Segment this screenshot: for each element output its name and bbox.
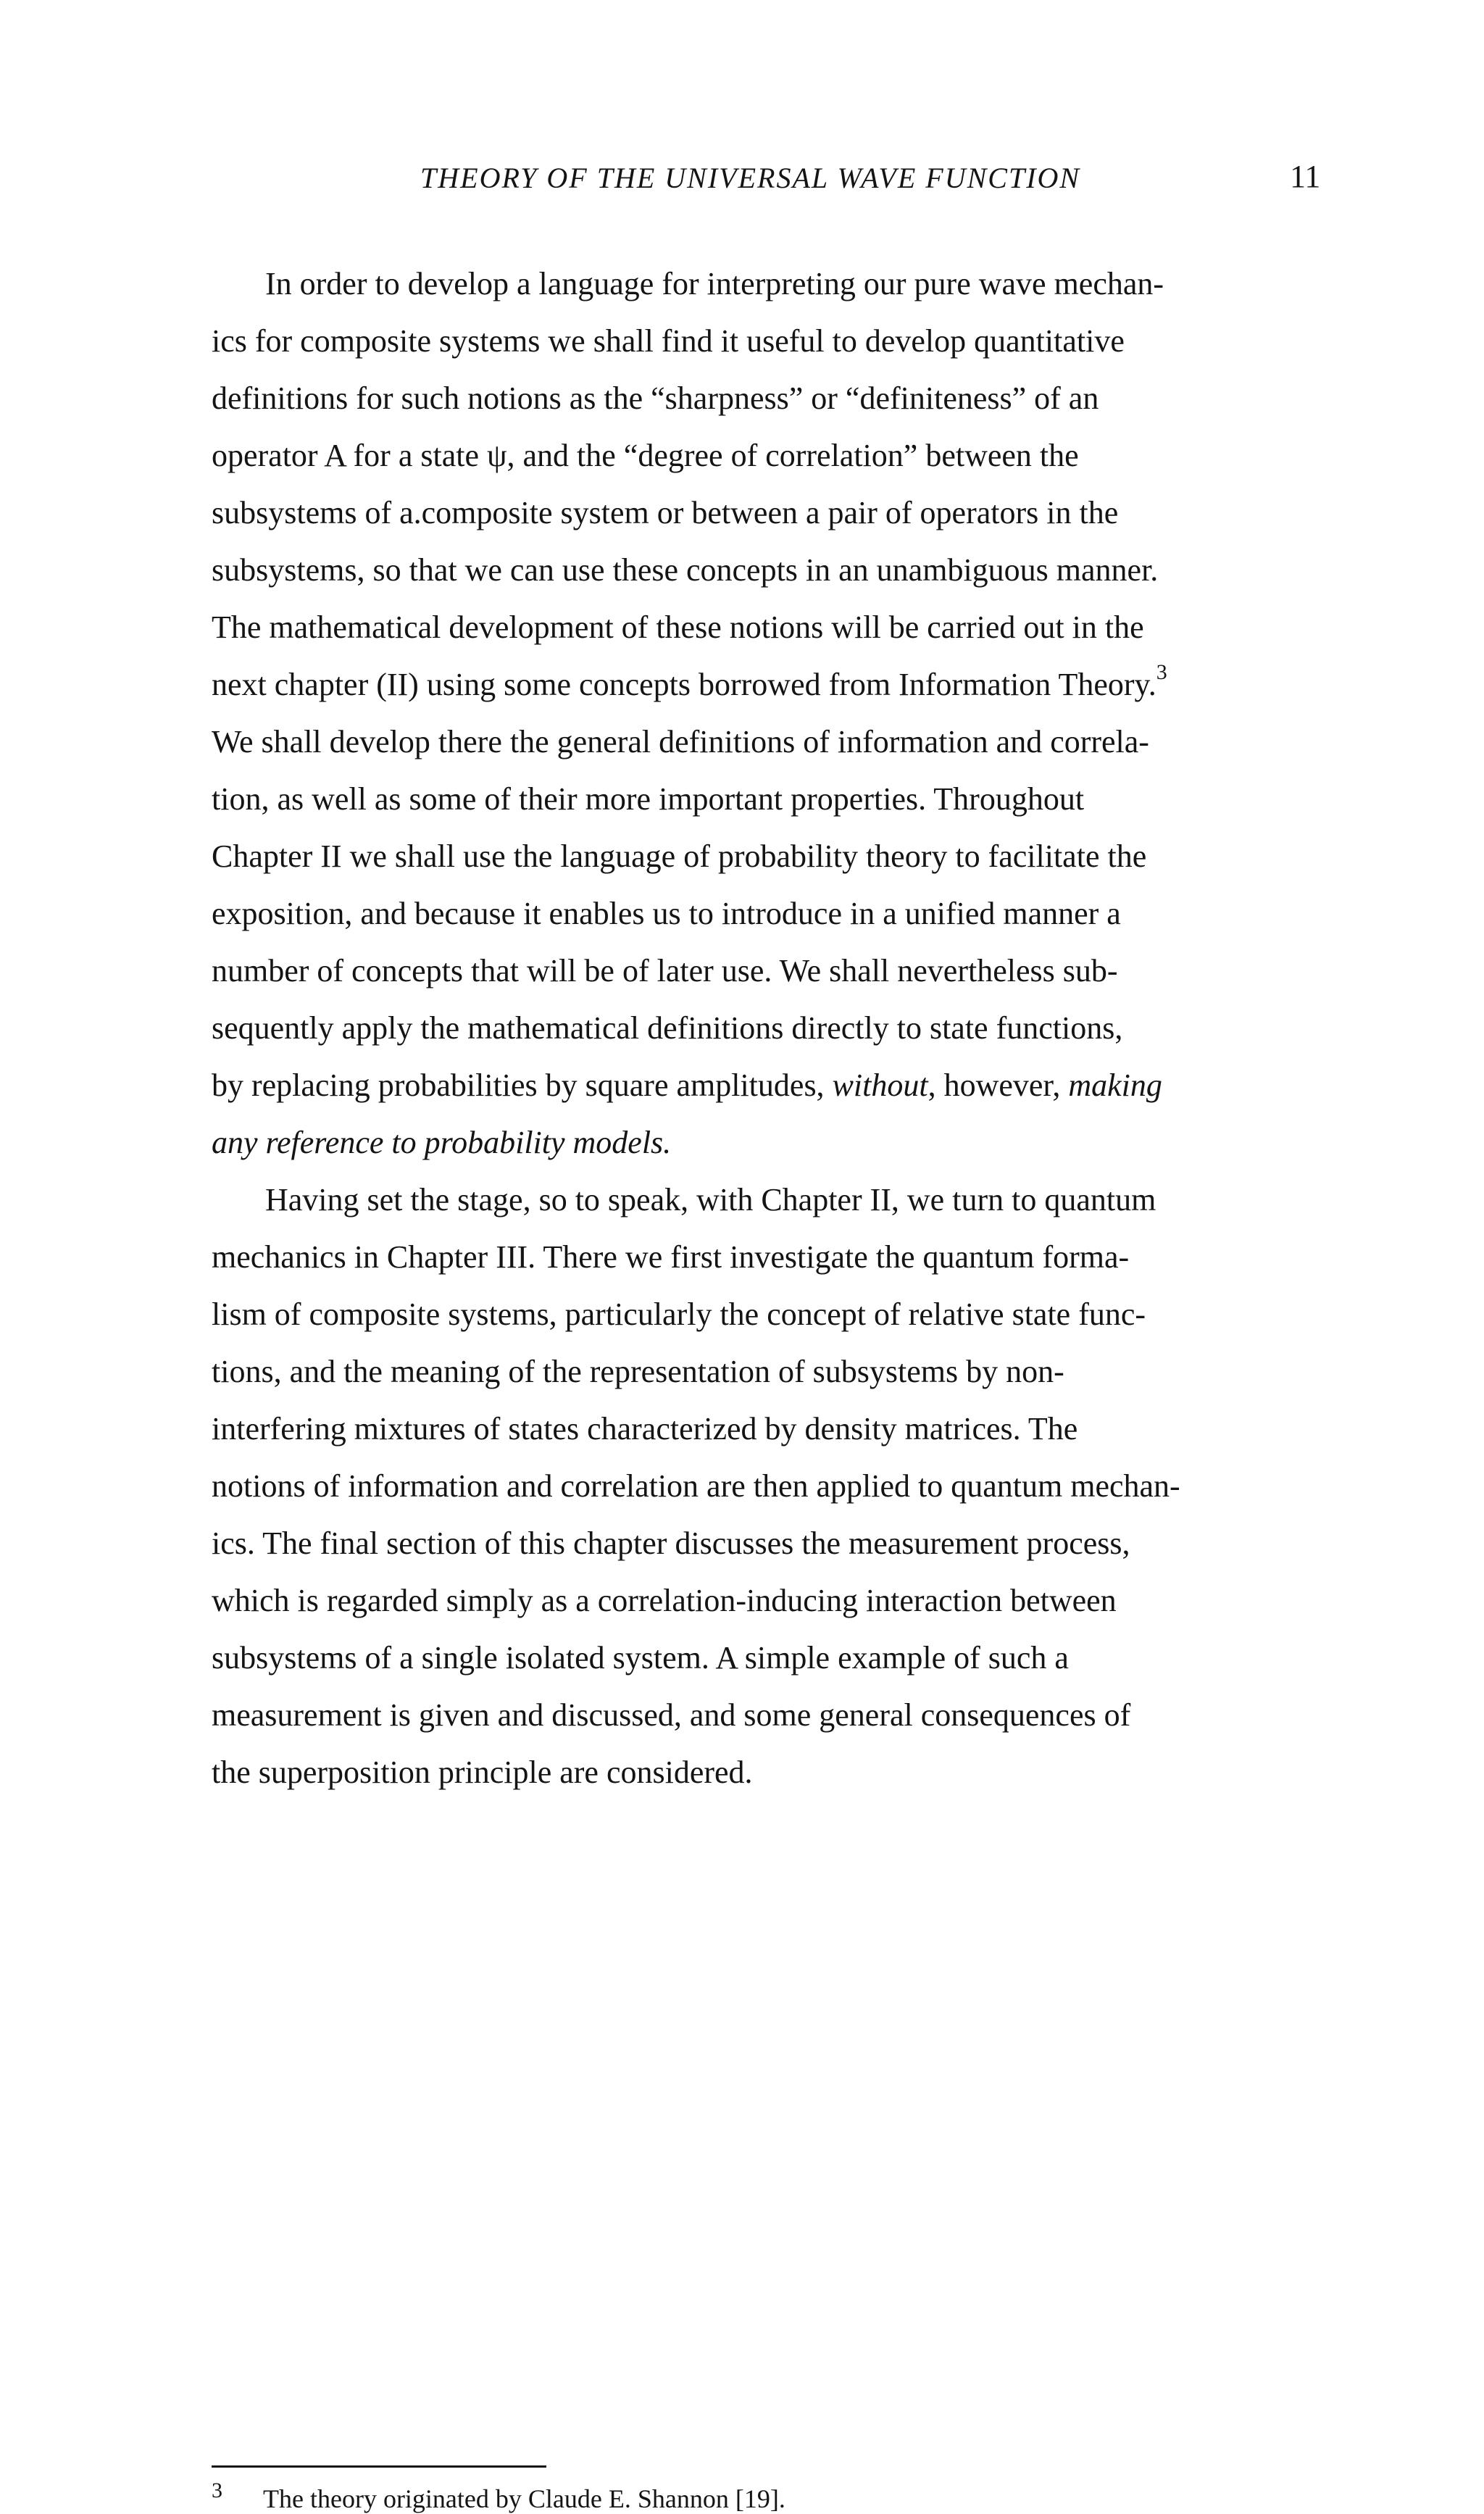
text-line: notions of information and correlation are then applied to quantum mechan- (212, 1468, 1180, 1504)
text-line: subsystems of a.composite system or between a pair of operators in the (212, 495, 1119, 530)
text-line: measurement is given and discussed, and some general consequences of (212, 1697, 1131, 1733)
text-segment: by replacing probabilities by square amplitudes, (212, 1067, 833, 1103)
running-head: THEORY OF THE UNIVERSAL WAVE FUNCTION (420, 162, 1081, 194)
text-line-content: next chapter (II) using some concepts borrowed from Information Theory. (212, 667, 1156, 702)
text-line (212, 1114, 1412, 1171)
text-line: subsystems, so that we can use these concepts in an unambiguous manner. (212, 552, 1159, 588)
text-line: ics for composite systems we shall find it useful to develop quantitative (212, 323, 1125, 359)
footnote-marker: 3 (212, 2478, 222, 2502)
text-line: interfering mixtures of states characterized by density matrices. The (212, 1411, 1078, 1447)
text-segment: , however, (928, 1067, 1069, 1103)
text-line: exposition, and because it enables us to introduce in a unified manner a (212, 896, 1121, 931)
text-line: lism of composite systems, particularly the concept of relative state func- (212, 1296, 1146, 1332)
text-line: number of concepts that will be of later use. We shall nevertheless sub- (212, 953, 1118, 988)
text-line: ics. The final section of this chapter discusses the measurement process, (212, 1526, 1130, 1561)
footnote-reference[interactable]: 3 (1156, 660, 1167, 684)
text-line: the superposition principle are considered. (212, 1755, 753, 1790)
text-line: Chapter II we shall use the language of probability theory to facilitate the (212, 838, 1147, 874)
text-line: In order to develop a language for interpreting our pure wave mechan- (265, 266, 1164, 301)
emphasis-text: without (832, 1067, 928, 1103)
text-line: tions, and the meaning of the representation of subsystems by non- (212, 1354, 1064, 1389)
text-line (212, 1057, 1412, 1114)
emphasis-text: making (1068, 1067, 1162, 1103)
body-text (212, 255, 1412, 1801)
footnote-divider (212, 2465, 546, 2468)
text-line: operator A for a state ψ, and the “degree of correlation” between the (212, 438, 1079, 473)
footnote (212, 2478, 785, 2514)
emphasis-text: any reference to probability models. (212, 1125, 672, 1160)
text-line: The mathematical development of these notions will be carried out in the (212, 609, 1144, 645)
paragraph-2 (212, 1171, 1412, 1801)
paragraph-1 (212, 255, 1412, 1171)
text-line: mechanics in Chapter III. There we first investigate the quantum forma- (212, 1239, 1130, 1275)
footnote-text: The theory originated by Claude E. Shannon [19]. (263, 2484, 785, 2513)
text-line: sequently apply the mathematical definitions directly to state functions, (212, 1010, 1123, 1046)
text-line: tion, as well as some of their more important properties. Throughout (212, 781, 1085, 817)
text-line: We shall develop there the general definitions of information and correla- (212, 724, 1149, 759)
text-line: Having set the stage, so to speak, with Chapter II, we turn to quantum (265, 1182, 1156, 1218)
text-line: definitions for such notions as the “sharpness” or “definiteness” of an (212, 380, 1099, 416)
text-line: subsystems of a single isolated system. A simple example of such a (212, 1640, 1069, 1676)
page-number: 11 (1290, 159, 1321, 194)
text-line (212, 656, 1412, 713)
text-line: which is regarded simply as a correlation-inducing interaction between (212, 1583, 1117, 1618)
